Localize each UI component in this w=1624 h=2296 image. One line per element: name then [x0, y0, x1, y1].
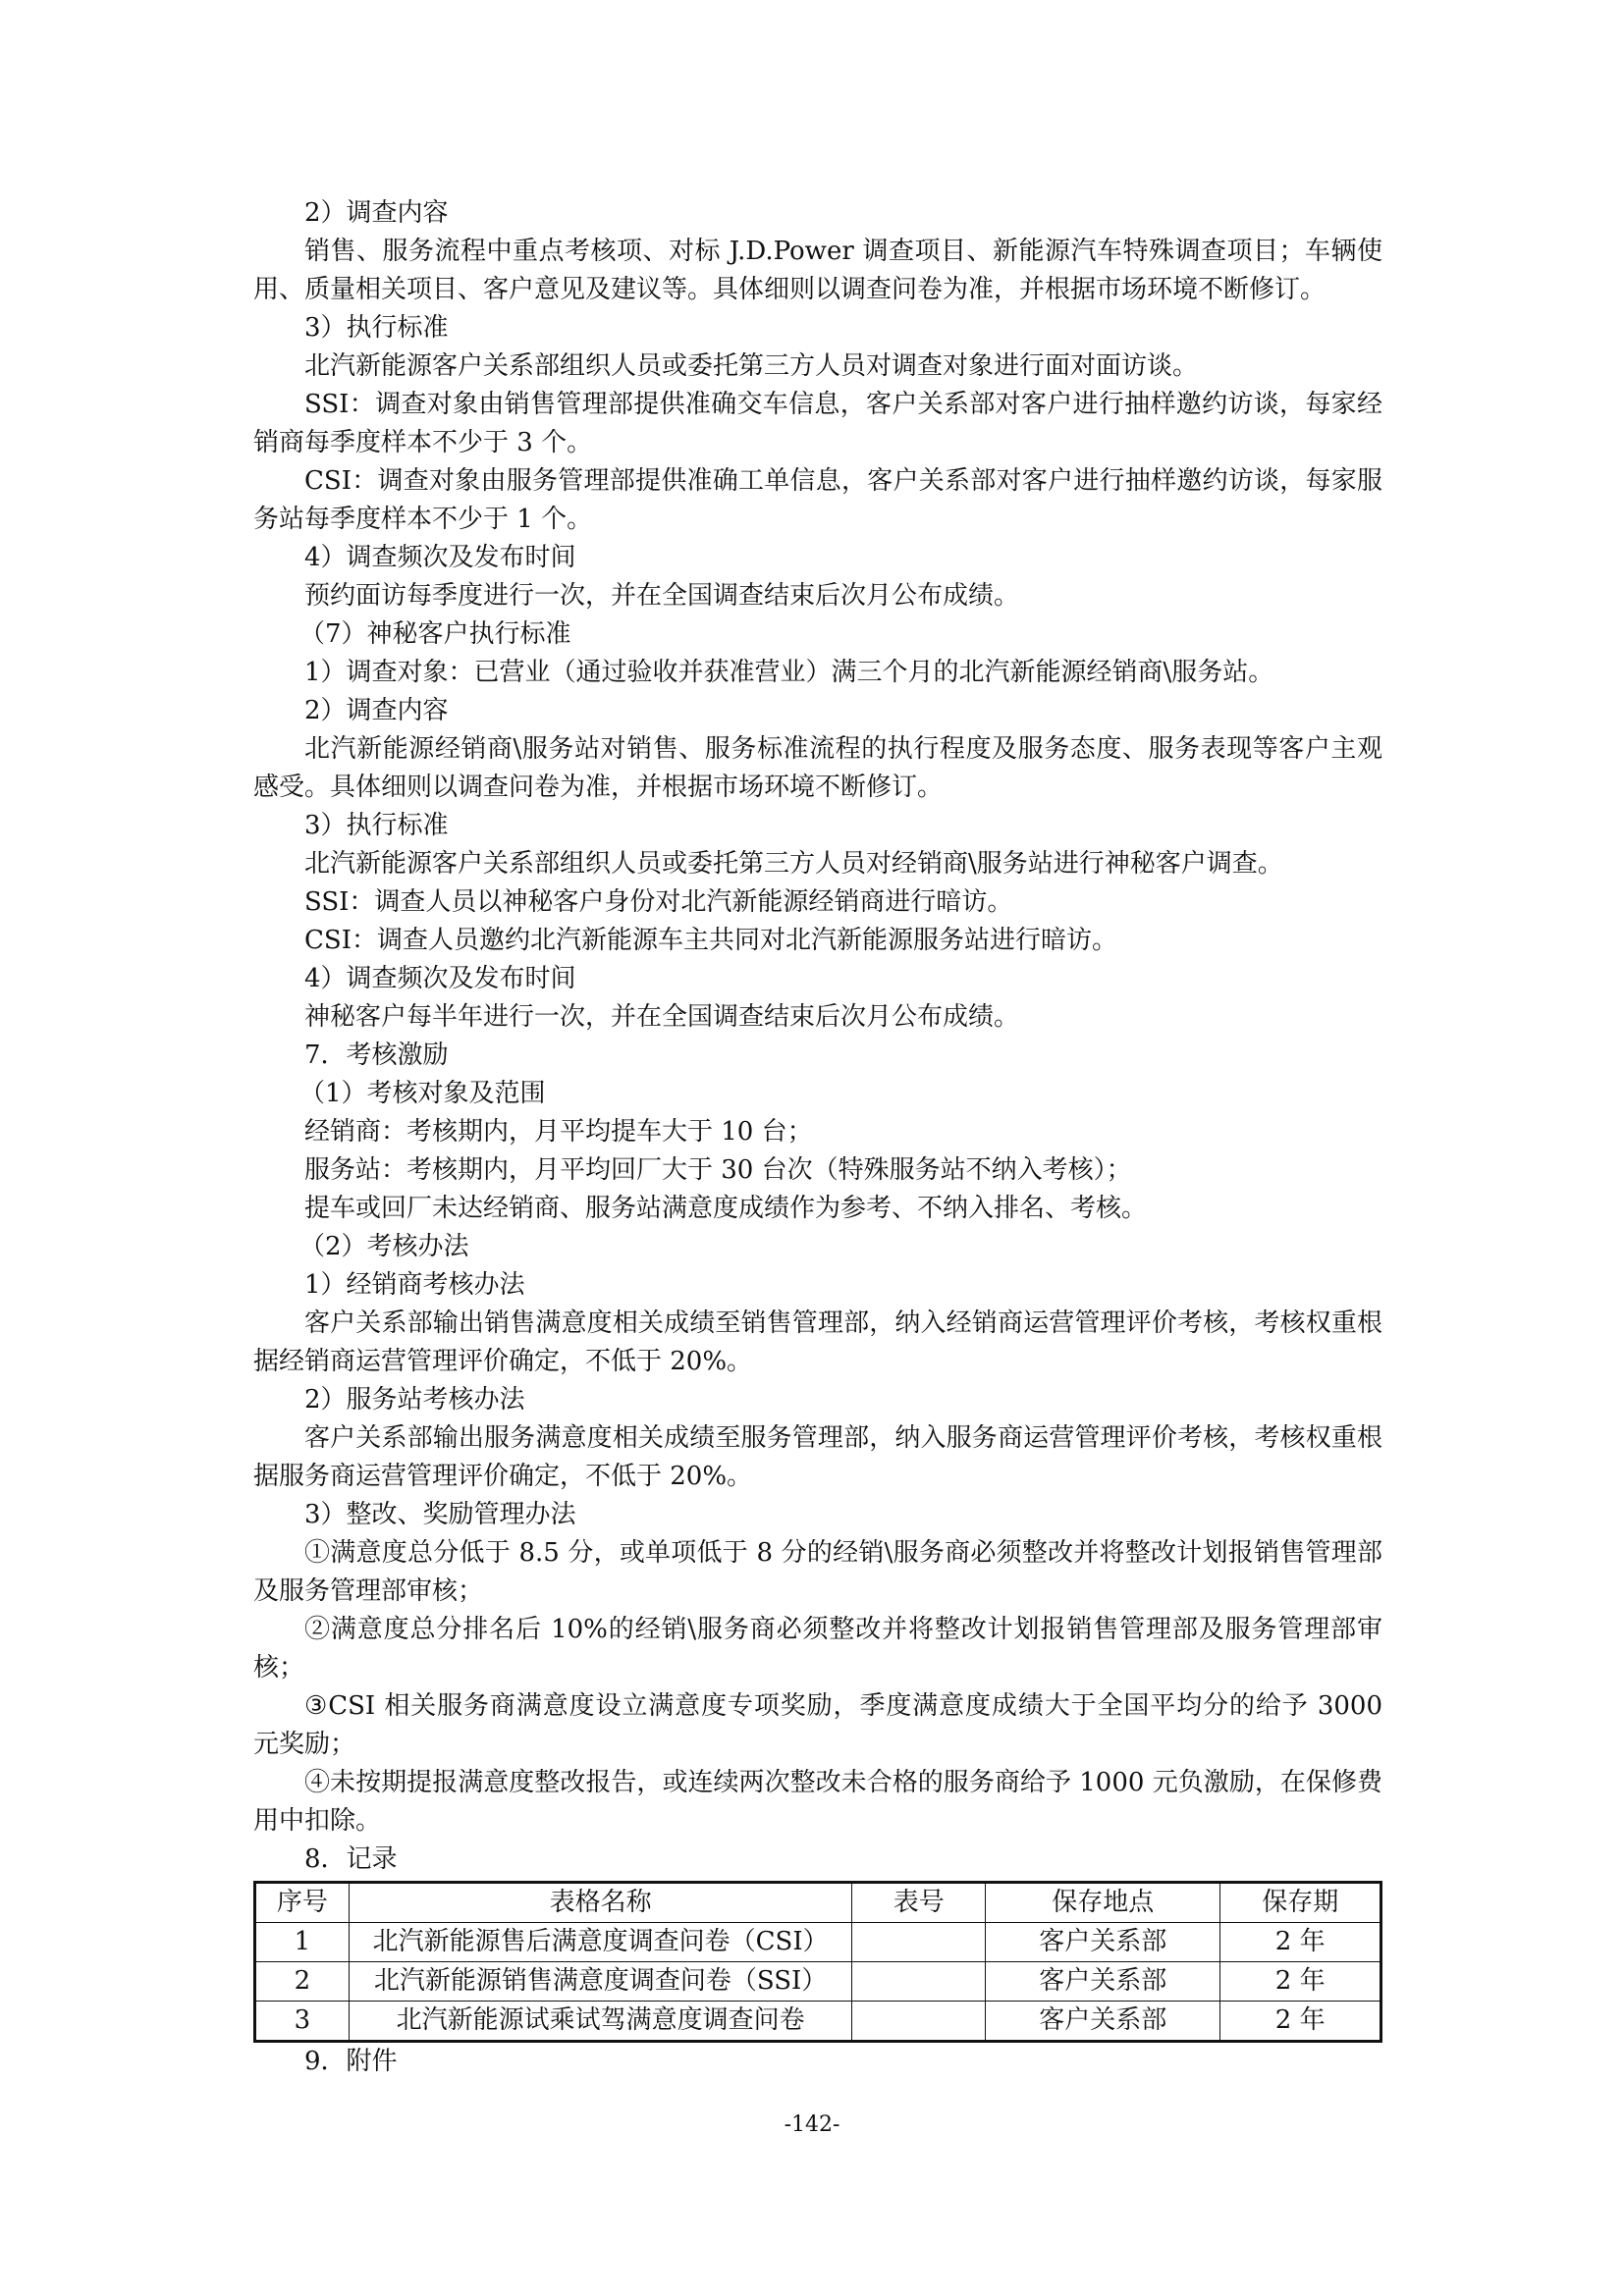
- paragraph: 8．记录: [304, 1844, 398, 1874]
- paragraph: 2）服务站考核办法: [304, 1385, 525, 1415]
- header-cell: 保存期: [1220, 1883, 1381, 1923]
- cell-index: 1: [255, 1923, 350, 1962]
- cell-form-name: 北汽新能源售后满意度调查问卷（CSI）: [349, 1923, 852, 1962]
- cell-location: 客户关系部: [986, 1923, 1220, 1962]
- cell-index: 3: [255, 2002, 350, 2042]
- header-cell: 保存地点: [986, 1883, 1220, 1923]
- paragraph: ②满意度总分排名后 10%的经销\服务商必须整改并将整改计划报销售管理部及服务管理部审核；: [253, 1615, 1382, 1682]
- paragraph: SSI：调查对象由销售管理部提供准确交车信息，客户关系部对客户进行抽样邀约访谈，每家经销商每季度样本不少于 3 个。: [253, 390, 1382, 457]
- paragraph: SSI：调查人员以神秘客户身份对北汽新能源经销商进行暗访。: [304, 887, 1013, 917]
- paragraph: 经销商：考核期内，月平均提车大于 10 台；: [304, 1117, 813, 1147]
- paragraph: 3）整改、奖励管理办法: [304, 1500, 576, 1529]
- paragraph: 销售、服务流程中重点考核项、对标 J.D.Power 调查项目、新能源汽车特殊调查项目；车辆使用、质量相关项目、客户意见及建议等。具体细则以调查问卷为准，并根据市场环境不断修订。: [253, 237, 1382, 304]
- paragraph: （1）考核对象及范围: [299, 1079, 546, 1108]
- table-row: [255, 2002, 1381, 2042]
- paragraph: CSI：调查人员邀约北汽新能源车主共同对北汽新能源服务站进行暗访。: [304, 926, 1117, 955]
- paragraph-list: [253, 194, 1382, 1879]
- paragraph: （7）神秘客户执行标准: [299, 619, 571, 649]
- cell-form-no: [852, 1923, 986, 1962]
- paragraph: 北汽新能源客户关系部组织人员或委托第三方人员对调查对象进行面对面访谈。: [304, 351, 1199, 381]
- paragraph: 客户关系部输出销售满意度相关成绩至销售管理部，纳入经销商运营管理评价考核，考核权重根据经销商运营管理评价确定，不低于 20%。: [253, 1308, 1382, 1376]
- cell-form-name: 北汽新能源试乘试驾满意度调查问卷: [349, 2002, 852, 2042]
- table-row: [255, 1962, 1381, 2002]
- paragraph: 4）调查频次及发布时间: [304, 964, 576, 993]
- header-cell: 表格名称: [349, 1883, 852, 1923]
- paragraph: 2）调查内容: [304, 198, 449, 228]
- paragraph: 3）执行标准: [304, 811, 449, 840]
- cell-location: 客户关系部: [986, 2002, 1220, 2042]
- paragraph: 7．考核激励: [304, 1041, 449, 1070]
- paragraph: 预约面访每季度进行一次，并在全国调查结束后次月公布成绩。: [304, 581, 1020, 611]
- paragraph: ④未按期提报满意度整改报告，或连续两次整改未合格的服务商给予 1000 元负激励，在保修费用中扣除。: [253, 1768, 1382, 1836]
- cell-index: 2: [255, 1962, 350, 2002]
- paragraph: 1）经销商考核办法: [304, 1270, 525, 1300]
- attachments-heading: 9．附件: [304, 2047, 398, 2076]
- cell-form-name: 北汽新能源销售满意度调查问卷（SSI）: [349, 1962, 852, 2002]
- cell-retention: 2 年: [1220, 1962, 1381, 2002]
- paragraph: 3）执行标准: [304, 313, 449, 343]
- paragraph: 服务站：考核期内，月平均回厂大于 30 台次（特殊服务站不纳入考核）；: [304, 1155, 1132, 1185]
- table-row: [255, 1923, 1381, 1962]
- paragraph: 4）调查频次及发布时间: [304, 543, 576, 572]
- paragraph: 1）调查对象：已营业（通过验收并获准营业）满三个月的北汽新能源经销商\服务站。: [304, 658, 1274, 687]
- header-cell: 表号: [852, 1883, 986, 1923]
- header-cell: 序号: [255, 1883, 350, 1923]
- paragraph: CSI：调查对象由服务管理部提供准确工单信息，客户关系部对客户进行抽样邀约访谈，每家服务站每季度样本不少于 1 个。: [253, 466, 1382, 534]
- table-header-row: [255, 1883, 1381, 1923]
- paragraph: 2）调查内容: [304, 696, 449, 725]
- cell-location: 客户关系部: [986, 1962, 1220, 2002]
- paragraph: ③CSI 相关服务商满意度设立满意度专项奖励，季度满意度成绩大于全国平均分的给予 3000 元奖励；: [253, 1691, 1382, 1759]
- cell-retention: 2 年: [1220, 2002, 1381, 2042]
- paragraph: ①满意度总分低于 8.5 分，或单项低于 8 分的经销\服务商必须整改并将整改计划报销售管理部及服务管理部审核；: [253, 1538, 1382, 1606]
- paragraph: 北汽新能源经销商\服务站对销售、服务标准流程的执行程度及服务态度、服务表现等客户主观感受。具体细则以调查问卷为准，并根据市场环境不断修订。: [253, 734, 1382, 802]
- document-body: [253, 194, 1382, 2081]
- paragraph: （2）考核办法: [299, 1232, 469, 1261]
- records-table: [253, 1881, 1382, 2043]
- cell-retention: 2 年: [1220, 1923, 1381, 1962]
- cell-form-no: [852, 1962, 986, 2002]
- paragraph: 客户关系部输出服务满意度相关成绩至服务管理部，纳入服务商运营管理评价考核，考核权重根据服务商运营管理评价确定，不低于 20%。: [253, 1423, 1382, 1491]
- paragraph: 提车或回厂未达经销商、服务站满意度成绩作为参考、不纳入排名、考核。: [304, 1194, 1148, 1223]
- paragraph: 北汽新能源客户关系部组织人员或委托第三方人员对经销商\服务站进行神秘客户调查。: [304, 849, 1283, 879]
- page-number: -142-: [784, 2112, 840, 2137]
- cell-form-no: [852, 2002, 986, 2042]
- paragraph: 神秘客户每半年进行一次，并在全国调查结束后次月公布成绩。: [304, 1002, 1020, 1032]
